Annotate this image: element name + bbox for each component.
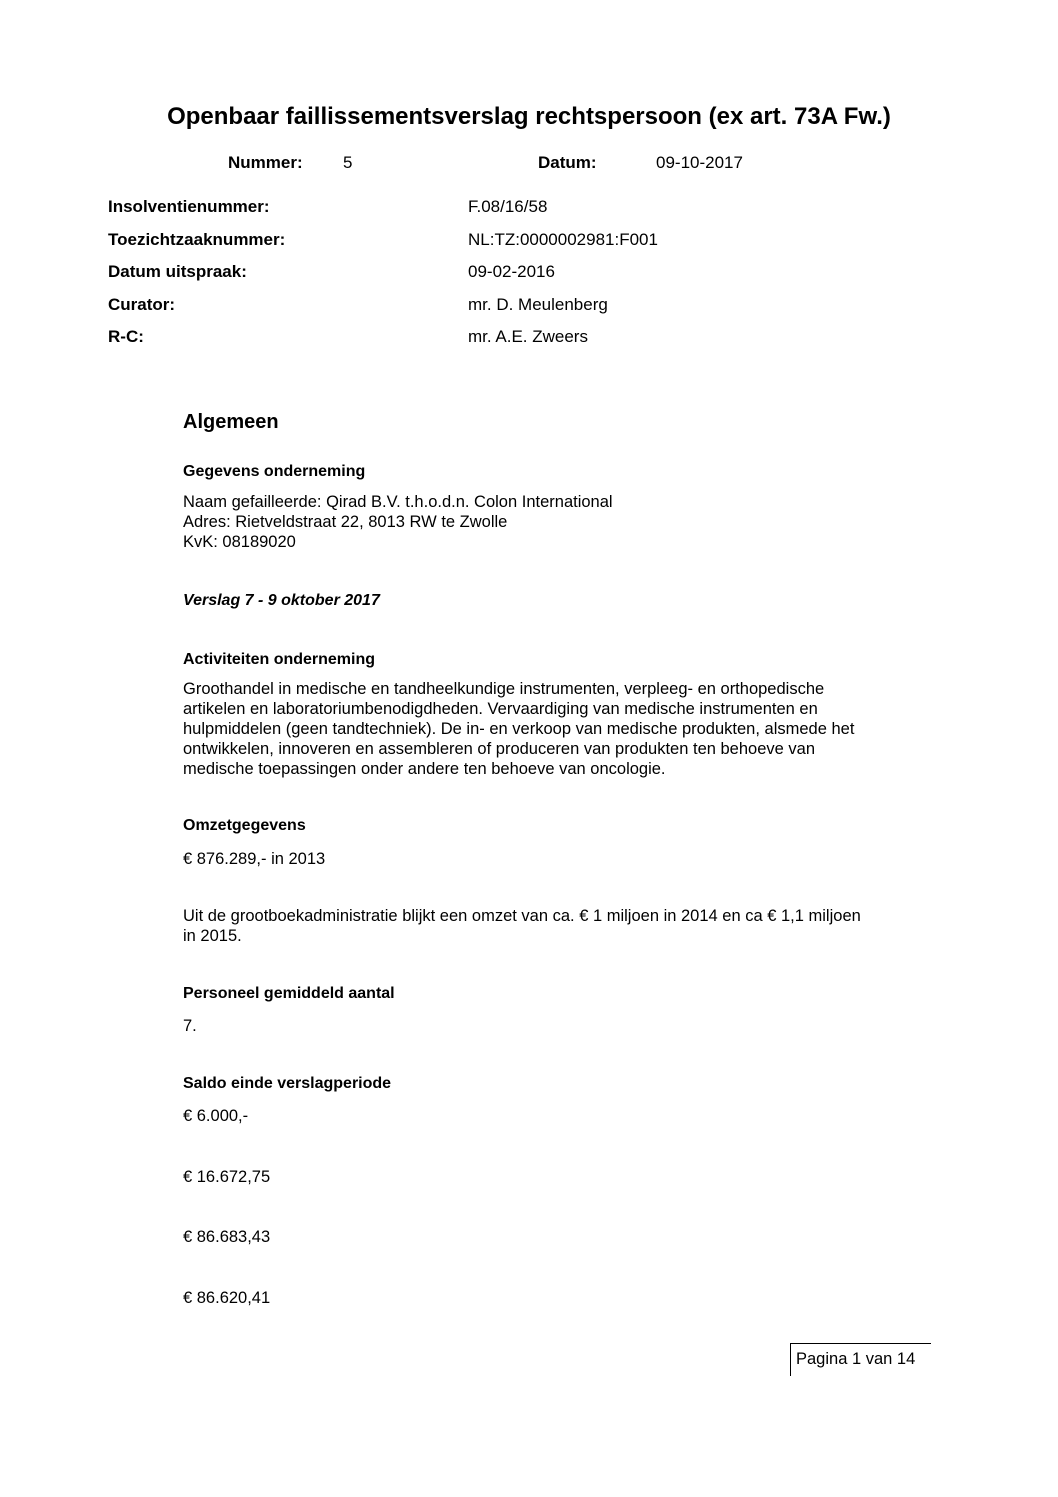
gegevens-block bbox=[183, 492, 923, 552]
insolventienummer-value: F.08/16/58 bbox=[468, 197, 548, 216]
datum-uitspraak-value: 09-02-2016 bbox=[468, 262, 555, 281]
curator-label: Curator: bbox=[108, 295, 176, 314]
gegevens-adres: Adres: Rietveldstraat 22, 8013 RW te Zwolle bbox=[183, 513, 508, 531]
personeel-heading: Personeel gemiddeld aantal bbox=[183, 985, 395, 1002]
datum-label: Datum: bbox=[538, 153, 597, 172]
datum-uitspraak-label: Datum uitspraak: bbox=[108, 262, 247, 281]
insolventienummer-label: Insolventienummer: bbox=[108, 197, 270, 216]
omzet-heading: Omzetgegevens bbox=[183, 817, 306, 834]
section-title: Algemeen bbox=[183, 411, 279, 433]
omzet-value: € 876.289,- in 2013 bbox=[183, 850, 326, 868]
omzet-line: in 2015. bbox=[183, 927, 242, 945]
document-title: Openbaar faillissementsverslag rechtspersoon (ex art. 73A Fw.) bbox=[167, 103, 891, 130]
activiteiten-line: ontwikkelen, innoveren en assembleren of produceren van produkten ten behoeve van bbox=[183, 740, 816, 758]
toezichtzaaknummer-label: Toezichtzaaknummer: bbox=[108, 230, 286, 249]
rc-value: mr. A.E. Zweers bbox=[468, 327, 588, 346]
activiteiten-heading: Activiteiten onderneming bbox=[183, 651, 376, 668]
activiteiten-line: artikelen en laboratoriumbenodigdheden. Vervaardiging van medische instrumenten en bbox=[183, 700, 818, 718]
nummer-label: Nummer: bbox=[228, 153, 303, 172]
datum-value: 09-10-2017 bbox=[656, 153, 743, 172]
saldo-value: € 6.000,- bbox=[183, 1107, 249, 1125]
page-number: Pagina 1 van 14 bbox=[796, 1350, 916, 1368]
toezichtzaaknummer-value: NL:TZ:0000002981:F001 bbox=[468, 230, 658, 249]
gegevens-kvk: KvK: 08189020 bbox=[183, 533, 296, 551]
activiteiten-line: medische toepassingen onder andere ten behoeve van oncologie. bbox=[183, 760, 666, 778]
page-indicator bbox=[790, 1343, 931, 1376]
gegevens-naam: Naam gefailleerde: Qirad B.V. t.h.o.d.n. Colon International bbox=[183, 493, 613, 511]
saldo-heading: Saldo einde verslagperiode bbox=[183, 1075, 392, 1092]
curator-value: mr. D. Meulenberg bbox=[468, 295, 608, 314]
nummer-value: 5 bbox=[343, 153, 353, 172]
activiteiten-text bbox=[183, 679, 923, 779]
saldo-value: € 86.683,43 bbox=[183, 1228, 271, 1246]
saldo-value: € 86.620,41 bbox=[183, 1289, 271, 1307]
omzet-text bbox=[183, 906, 923, 946]
saldo-value: € 16.672,75 bbox=[183, 1168, 271, 1186]
rc-label: R-C: bbox=[108, 327, 144, 346]
activiteiten-line: hulpmiddelen (geen tandtechniek). De in- en verkoop van medische produkten, alsmede het bbox=[183, 720, 855, 738]
gegevens-heading: Gegevens onderneming bbox=[183, 463, 366, 480]
activiteiten-line: Groothandel in medische en tandheelkundige instrumenten, verpleeg- en orthopedische bbox=[183, 680, 825, 698]
verslag-heading: Verslag 7 - 9 oktober 2017 bbox=[183, 592, 380, 609]
personeel-value: 7. bbox=[183, 1017, 197, 1035]
omzet-line: Uit de grootboekadministratie blijkt een omzet van ca. € 1 miljoen in 2014 en ca € 1,1 miljoen bbox=[183, 907, 861, 925]
